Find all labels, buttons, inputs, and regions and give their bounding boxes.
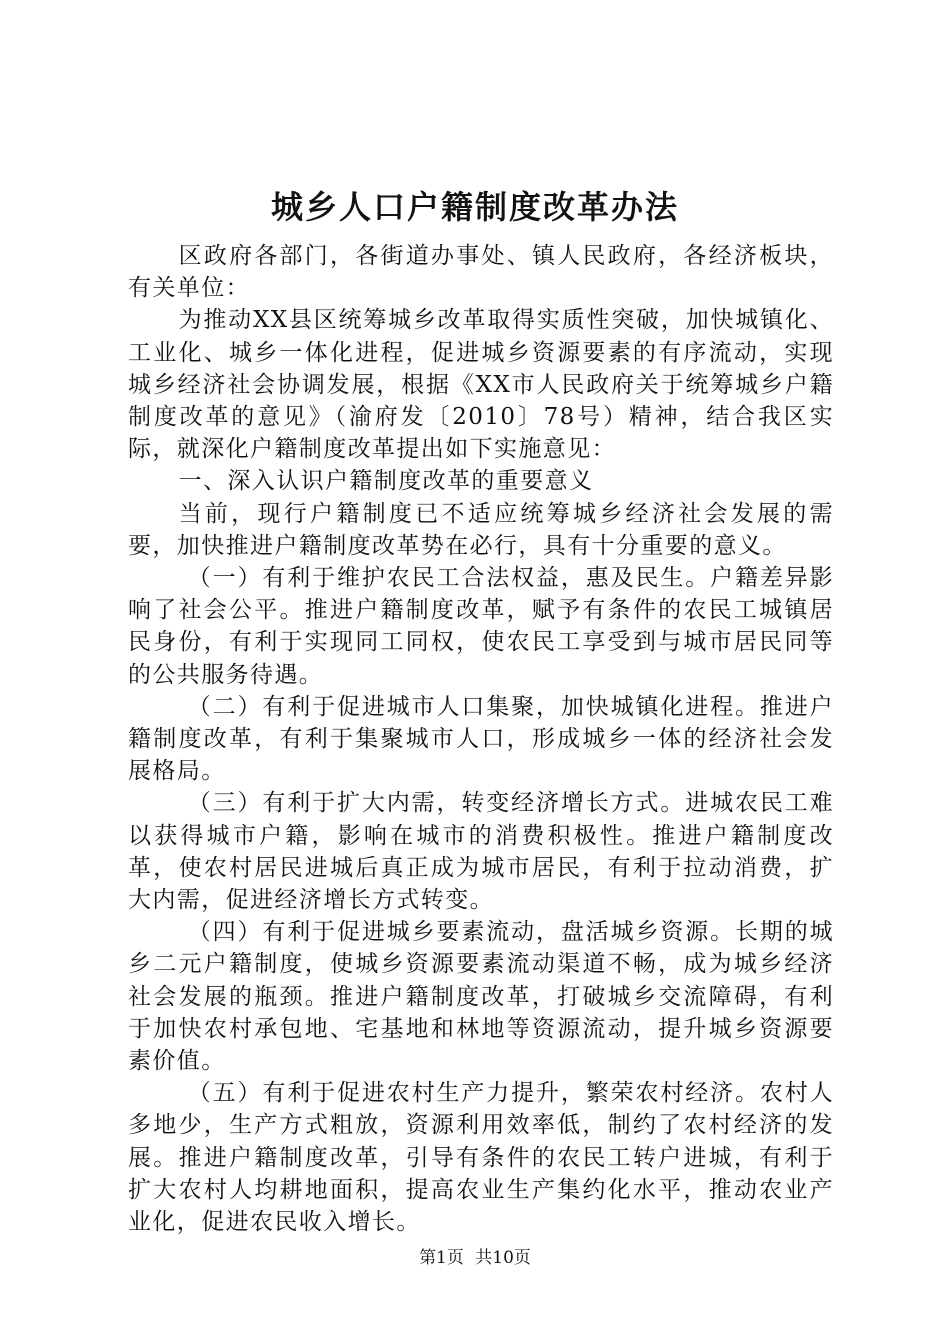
addressee-paragraph: 区政府各部门，各街道办事处、镇人民政府，各经济板块，有关单位： xyxy=(128,243,834,302)
list-item: （四）有利于促进城乡要素流动，盘活城乡资源。长期的城乡二元户籍制度，使城乡资源要素流动渠道不畅，成为城乡经济社会发展的瓶颈。推进户籍制度改革，打破城乡交流障碍，有利于加快农村承包地、宅基地和林地等资源流动，提升城乡资源要素价值。 xyxy=(128,919,834,1075)
document-title: 城乡人口户籍制度改革办法 xyxy=(270,188,679,226)
intro-paragraph: 为推动XX县区统筹城乡改革取得实质性突破，加快城镇化、工业化、城乡一体化进程，促进城乡资源要素的有序流动，实现城乡经济社会协调发展，根据《XX市人民政府关于统筹城乡户籍制度改革的意见》（渝府发〔2010〕78号）精神，结合我区实际，就深化户籍制度改革提出如下实施意见： xyxy=(128,307,834,463)
list-item: （三）有利于扩大内需，转变经济增长方式。进城农民工难以获得城市户籍，影响在城市的消费积极性。推进户籍制度改革，使农村居民进城后真正成为城市居民，有利于拉动消费，扩大内需，促进经济增长方式转变。 xyxy=(128,790,834,914)
list-item: （二）有利于促进城市人口集聚，加快城镇化进程。推进户籍制度改革，有利于集聚城市人口，形成城乡一体的经济社会发展格局。 xyxy=(128,693,834,785)
section-intro-paragraph: 当前，现行户籍制度已不适应统筹城乡经济社会发展的需要，加快推进户籍制度改革势在必行，具有十分重要的意义。 xyxy=(128,500,834,559)
page-footer xyxy=(0,1246,950,1270)
page-total: 共10页 xyxy=(475,1248,531,1268)
list-item: （五）有利于促进农村生产力提升，繁荣农村经济。农村人多地少，生产方式粗放，资源利用效率低，制约了农村经济的发展。推进户籍制度改革，引导有条件的农民工转户进城，有利于扩大农村人均耕地面积，提高农业生产集约化水平，推动农业产业化，促进农民收入增长。 xyxy=(128,1080,834,1236)
section-heading: 一、深入认识户籍制度改革的重要意义 xyxy=(178,468,594,495)
list-item: （一）有利于维护农民工合法权益，惠及民生。户籍差异影响了社会公平。推进户籍制度改革，赋予有条件的农民工城镇居民身份，有利于实现同工同权，使农民工享受到与城市居民同等的公共服务待遇。 xyxy=(128,565,834,688)
page-number: 第1页 xyxy=(419,1248,464,1268)
document-body xyxy=(128,240,834,1238)
